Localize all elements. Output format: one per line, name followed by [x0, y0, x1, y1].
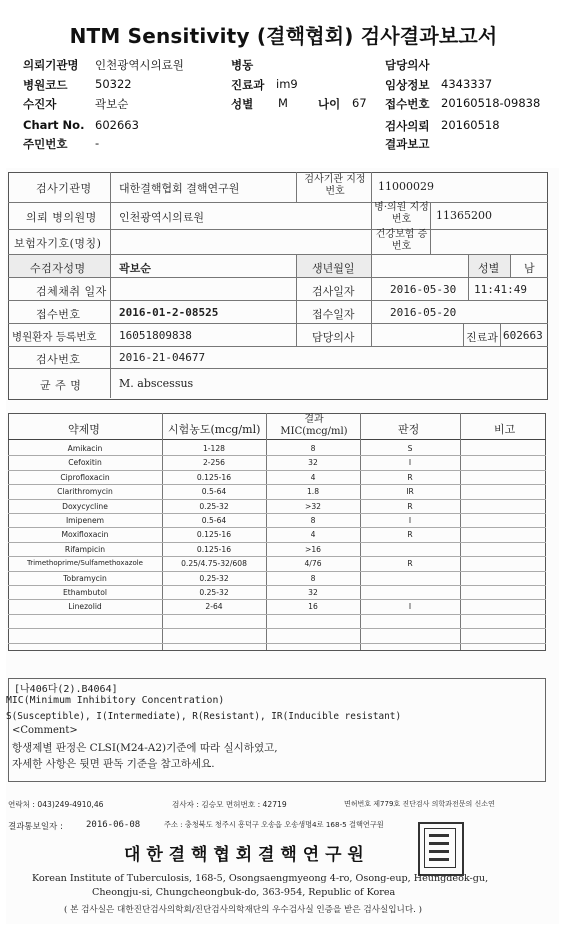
header-value: 인천광역시의료원 — [95, 58, 184, 72]
col-range: 시험농도(mcg/ml) — [168, 423, 261, 436]
test-range: 0.125-16 — [196, 472, 232, 482]
interpretation: I — [408, 458, 412, 468]
interpretation: R — [407, 530, 413, 540]
drug-name: Ethambutol — [62, 588, 107, 597]
certification-note: ( 본 검사실은 대한진단검사의학회/진단검사의학재단의 우수검사실 인증을 받은 검사실입니다. ) — [64, 905, 422, 915]
mic-result: 8 — [310, 516, 316, 525]
notify-date: 2016-06-08 — [86, 820, 141, 830]
header-label: 접수번호 — [385, 97, 430, 111]
header-label: 의뢰기관명 — [23, 58, 79, 72]
header-value: M — [278, 96, 288, 110]
header-label: 진료과 — [231, 78, 265, 92]
address: 주소 : 충청북도 청주시 흥덕구 오송읍 오송생명4로 168-5 결핵연구원 — [164, 820, 384, 829]
col-mic: 결과 MIC(mcg/ml) — [280, 414, 348, 437]
interpretation: R — [407, 559, 413, 569]
test-range: 0.5-64 — [201, 487, 227, 497]
sex-label: 성별 — [478, 262, 500, 275]
exam-no-label: 검사번호 — [36, 353, 81, 366]
lab-code: 11000029 — [378, 180, 434, 193]
drug-name: Trimethoprime/Sulfamethoxazole — [26, 559, 143, 568]
test-range: 0.125-16 — [196, 530, 232, 540]
drug-name: Rifampicin — [64, 544, 106, 554]
mic-result: >16 — [304, 544, 322, 554]
dept-value: 602663 — [503, 329, 543, 342]
test-range: 1-128 — [202, 444, 226, 453]
mic-result: 4 — [310, 530, 316, 540]
test-range: 0.25/4.75-32/608 — [181, 559, 247, 569]
mic-result: 4 — [310, 472, 316, 482]
hosp-code-label: 병·의원 지정번호 — [374, 202, 429, 225]
drug-name: Doxycycline — [62, 501, 108, 511]
header-value: 602663 — [95, 118, 139, 132]
drug-name: Amikacin — [67, 444, 103, 453]
contact-info: 연락처 : 043)249-4910,46 — [8, 800, 104, 809]
reg-no-label: 접수번호 — [36, 308, 81, 321]
scanned-report — [6, 168, 559, 924]
org-address-line2: Cheongju-si, Chungcheongbuk-do, 363-954, Republic of Korea — [92, 887, 396, 898]
header-value: 20160518 — [441, 118, 500, 132]
lab-name-label: 검사기관명 — [36, 182, 92, 195]
doctor-label: 담당의사 — [312, 331, 355, 344]
health-id-label: 건강보험 증번호 — [375, 229, 428, 252]
recv-date: 2016-05-20 — [390, 306, 457, 319]
hosp-patient-no: 16051809838 — [119, 329, 192, 342]
mic-result: 8 — [310, 573, 316, 583]
header-label: 검사의뢰 — [385, 119, 430, 133]
test-date: 2016-05-30 — [390, 283, 457, 296]
interpretation: R — [407, 472, 413, 482]
patient-name-label: 수검자성명 — [30, 262, 86, 275]
test-range: 0.25-32 — [199, 588, 229, 597]
mic-result: 1.8 — [306, 487, 320, 497]
exam-no: 2016-21-04677 — [119, 351, 206, 364]
recv-date-label: 접수일자 — [312, 308, 355, 321]
interpretation: R — [407, 501, 413, 511]
header-label: 병원코드 — [23, 78, 68, 92]
drug-name: Imipenem — [65, 516, 105, 525]
lab-name: 대한결핵협회 결핵연구원 — [119, 182, 240, 195]
test-date-label: 검사일자 — [312, 285, 355, 298]
inspector-info: 검사자 : 김승모 면허번호 : 42719 — [172, 800, 287, 809]
header-label: 나이 — [318, 97, 341, 111]
lab-code-label: 검사기관 지정번호 — [304, 174, 366, 197]
notes-line: 항생제별 판정은 CLSI(M24-A2)기준에 따라 실시하였고, — [12, 742, 278, 754]
test-range: 0.5-64 — [201, 516, 227, 525]
interpretation: IR — [406, 487, 414, 497]
header-label: 주민번호 — [23, 137, 68, 151]
header-label: 임상정보 — [385, 78, 430, 92]
drug-name: Cefoxitin — [68, 458, 102, 468]
test-range: 0.25-32 — [199, 501, 229, 511]
license-info: 면허번호 제779호 진단검사 의학과전문의 신소연 — [344, 800, 495, 808]
birth-label: 생년월일 — [312, 262, 355, 275]
interpretation: I — [408, 516, 412, 525]
mic-result: 8 — [310, 444, 316, 453]
drug-name: Linezolid — [68, 602, 102, 612]
notify-label: 결과통보일자 : — [8, 822, 63, 832]
reg-no: 2016-01-2-08525 — [119, 306, 219, 319]
patient-name: 곽보순 — [119, 262, 151, 275]
mic-result: 32 — [308, 588, 318, 597]
mic-result: 4/76 — [304, 559, 322, 569]
hospital-label: 의뢰 병의원명 — [26, 211, 97, 224]
header-value: 4343337 — [441, 77, 493, 91]
header-value: 50322 — [95, 77, 132, 91]
header-label: 병동 — [231, 58, 254, 72]
header-label: 성별 — [231, 97, 254, 111]
test-range: 2-64 — [205, 602, 223, 612]
test-time: 11:41:49 — [474, 283, 527, 296]
notes-line: 자세한 사항은 뒷면 판독 기준을 참고하세요. — [12, 758, 215, 770]
sex-value: 남 — [524, 262, 535, 275]
organism: M. abscessus — [119, 377, 194, 390]
interpretation: I — [408, 602, 412, 612]
col-interp: 판정 — [398, 423, 420, 436]
hospital-name: 인천광역시의료원 — [119, 211, 205, 224]
header-value: 20160518-09838 — [441, 96, 541, 110]
collect-date-label: 검체채취 일자 — [36, 285, 107, 298]
col-note: 비고 — [494, 423, 516, 436]
header-value: - — [95, 136, 100, 150]
hosp-patient-label: 병원환자 등록번호 — [12, 331, 97, 343]
drug-name: Tobramycin — [63, 573, 107, 583]
header-label: 수진자 — [23, 97, 57, 111]
notes-line: <Comment> — [12, 725, 78, 736]
header-value: im9 — [276, 77, 298, 91]
test-range: 0.125-16 — [196, 544, 232, 554]
header-label: Chart No. — [23, 118, 85, 132]
insured-label: 보험자기호(명칭) — [14, 237, 102, 250]
mic-result: 16 — [308, 602, 318, 612]
official-seal — [418, 822, 464, 876]
interpretation: S — [407, 444, 413, 453]
drug-name: Moxifloxacin — [61, 530, 109, 540]
test-range: 2-256 — [202, 458, 226, 468]
notes-line: MIC(Minimum Inhibitory Concentration) — [6, 695, 225, 706]
mic-result: >32 — [304, 501, 322, 511]
header-label: 담당의사 — [385, 58, 430, 72]
drug-name: Ciprofloxacin — [60, 472, 110, 482]
header-value: 67 — [352, 96, 367, 110]
test-code: [나406다(2).B4064] — [14, 684, 118, 695]
col-drug: 약제명 — [68, 423, 100, 436]
dept-label: 진료과 — [466, 331, 498, 344]
notes-line: S(Susceptible), I(Intermediate), R(Resistant), IR(Inducible resistant) — [6, 711, 402, 722]
hosp-code: 11365200 — [436, 209, 492, 222]
header-label: 결과보고 — [385, 137, 430, 151]
mic-result: 32 — [308, 458, 318, 468]
organism-label: 균 주 명 — [40, 379, 82, 392]
page-title: NTM Sensitivity (결핵협회) 검사결과보고서 — [69, 24, 498, 48]
org-address-line1: Korean Institute of Tuberculosis, 168-5, Osongsaengmyeong 4-ro, Osong-eup, Heungdeok-gu, — [32, 873, 489, 884]
test-range: 0.25-32 — [199, 573, 229, 583]
header-value: 곽보순 — [95, 97, 129, 111]
drug-name: Clarithromycin — [57, 487, 113, 497]
org-name-korean: 대 한 결 핵 협 회 결 핵 연 구 원 — [124, 845, 364, 865]
